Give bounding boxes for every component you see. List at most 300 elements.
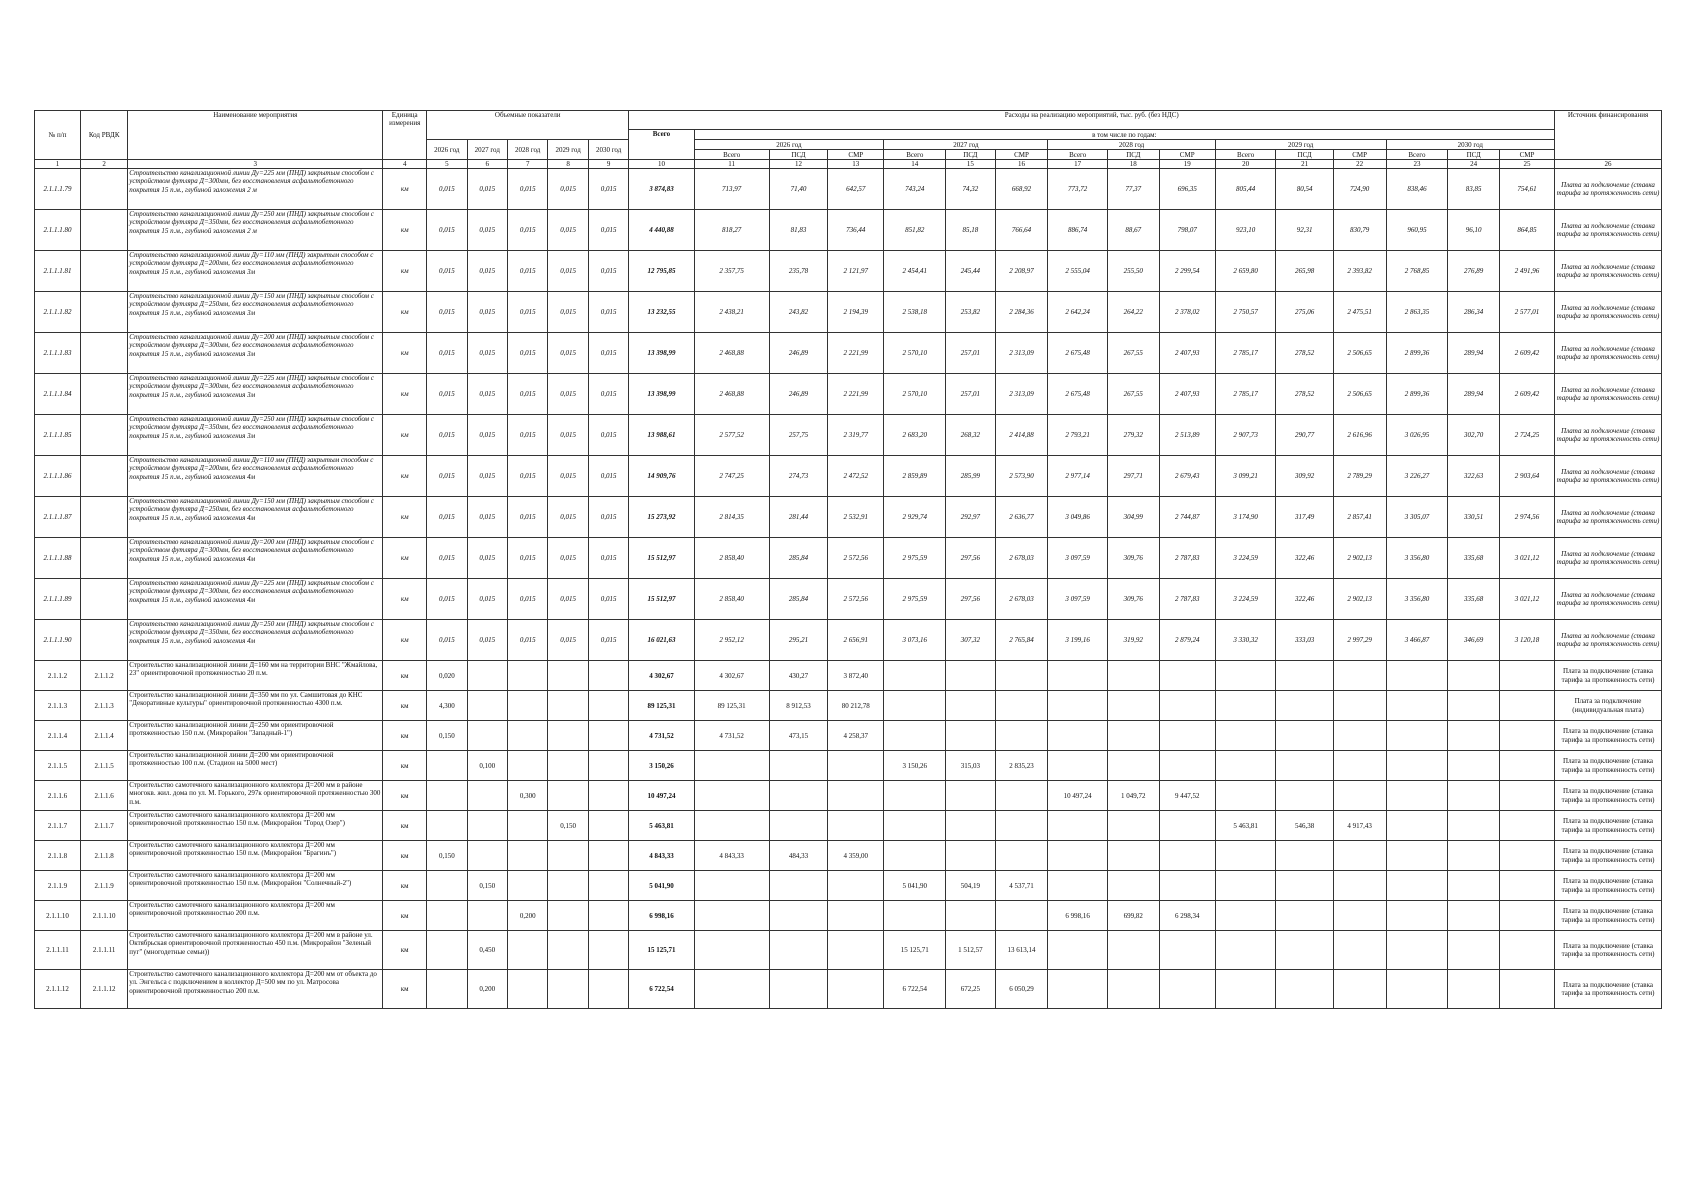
row-cost: 736,44 — [828, 210, 884, 251]
row-cost: 2 454,41 — [884, 251, 946, 292]
row-cost: 2 683,20 — [884, 415, 946, 456]
row-code — [81, 251, 128, 292]
row-cost: 668,92 — [995, 169, 1048, 210]
row-cost: 1 049,72 — [1107, 781, 1159, 811]
row-total: 3 150,26 — [629, 751, 694, 781]
row-cost: 864,85 — [1500, 210, 1555, 251]
header-cost-year: 2026 год — [694, 140, 884, 150]
row-source: Плата за подключение (ставка тарифа за протяженность сети) — [1555, 871, 1662, 901]
row-number: 2.1.1.1.85 — [35, 415, 81, 456]
row-number: 2.1.1.7 — [35, 811, 81, 841]
row-volume: 0,015 — [507, 251, 547, 292]
row-volume: 0,015 — [588, 415, 629, 456]
row-volume: 0,015 — [507, 374, 547, 415]
row-cost: 1 512,57 — [946, 931, 995, 970]
column-number: 5 — [427, 160, 467, 169]
row-cost: 3 099,21 — [1215, 456, 1276, 497]
row-volume: 0,015 — [507, 538, 547, 579]
row-volume — [507, 811, 547, 841]
row-source: Плата за подключение (ставка тарифа за протяженность сети) — [1555, 251, 1662, 292]
row-cost: 2 902,13 — [1333, 538, 1386, 579]
row-volume — [548, 970, 588, 1009]
row-cost: 85,18 — [946, 210, 995, 251]
row-source: Плата за подключение (ставка тарифа за протяженность сети) — [1555, 374, 1662, 415]
row-cost: 307,32 — [946, 620, 995, 661]
row-cost: 2 750,57 — [1215, 292, 1276, 333]
row-cost: 268,32 — [946, 415, 995, 456]
row-volume — [548, 931, 588, 970]
row-code — [81, 456, 128, 497]
row-volume — [467, 841, 507, 871]
row-cost: 473,15 — [769, 721, 827, 751]
row-cost: 3 150,26 — [884, 751, 946, 781]
row-cost — [884, 841, 946, 871]
column-number: 22 — [1333, 160, 1386, 169]
row-unit: км — [383, 456, 427, 497]
row-number: 2.1.1.4 — [35, 721, 81, 751]
row-source: Плата за подключение (ставка тарифа за протяженность сети) — [1555, 751, 1662, 781]
column-number: 11 — [694, 160, 769, 169]
row-volume: 0,015 — [548, 374, 588, 415]
row-volume: 0,015 — [507, 415, 547, 456]
row-source: Плата за подключение (ставка тарифа за протяженность сети) — [1555, 456, 1662, 497]
row-source: Плата за подключение (ставка тарифа за протяженность сети) — [1555, 620, 1662, 661]
row-volume: 0,015 — [548, 497, 588, 538]
row-cost — [946, 811, 995, 841]
row-volume: 0,020 — [427, 661, 467, 691]
row-code — [81, 333, 128, 374]
row-total: 13 398,99 — [629, 374, 694, 415]
table-row — [35, 901, 1662, 931]
column-number: 23 — [1386, 160, 1448, 169]
row-cost — [1159, 841, 1215, 871]
row-cost — [1215, 970, 1276, 1009]
row-cost — [1276, 931, 1333, 970]
row-cost: 2 438,21 — [694, 292, 769, 333]
row-cost: 2 678,03 — [995, 579, 1048, 620]
row-volume: 0,015 — [548, 620, 588, 661]
row-cost — [1159, 691, 1215, 721]
row-volume: 0,015 — [588, 497, 629, 538]
row-cost — [884, 721, 946, 751]
row-cost — [1386, 661, 1448, 691]
row-cost: 2 997,29 — [1333, 620, 1386, 661]
row-total: 16 021,63 — [629, 620, 694, 661]
row-cost: 2 857,41 — [1333, 497, 1386, 538]
row-cost: 2 899,36 — [1386, 333, 1448, 374]
row-cost: 713,97 — [694, 169, 769, 210]
row-cost — [946, 901, 995, 931]
row-cost: 2 863,35 — [1386, 292, 1448, 333]
row-name: Строительство канализационной линии Ду=200 мм (ПНД) закрытым способом с устройством футляра Д=300мм, без восстановления асфальтобетонного покрытия 15 п.м., глубиной заложения 4м — [128, 538, 383, 579]
row-volume — [467, 661, 507, 691]
row-cost: 3 305,07 — [1386, 497, 1448, 538]
row-cost — [1386, 781, 1448, 811]
row-cost: 285,84 — [769, 538, 827, 579]
header-volume: Объемные показатели — [427, 111, 629, 140]
row-cost — [995, 781, 1048, 811]
row-number: 2.1.1.11 — [35, 931, 81, 970]
row-cost — [1215, 751, 1276, 781]
row-volume: 0,015 — [467, 538, 507, 579]
row-cost: 2 977,14 — [1048, 456, 1108, 497]
row-cost: 2 785,17 — [1215, 333, 1276, 374]
row-volume: 0,150 — [467, 871, 507, 901]
row-volume: 0,200 — [467, 970, 507, 1009]
row-volume: 0,015 — [427, 620, 467, 661]
row-source: Плата за подключение (ставка тарифа за протяженность сети) — [1555, 333, 1662, 374]
row-cost: 2 814,35 — [694, 497, 769, 538]
row-total: 13 988,61 — [629, 415, 694, 456]
table-row — [35, 811, 1662, 841]
row-cost — [884, 811, 946, 841]
row-cost: 322,63 — [1448, 456, 1500, 497]
row-volume: 0,015 — [588, 292, 629, 333]
row-volume — [427, 751, 467, 781]
row-cost — [1048, 721, 1108, 751]
row-cost — [694, 931, 769, 970]
row-volume: 0,015 — [467, 251, 507, 292]
row-number: 2.1.1.12 — [35, 970, 81, 1009]
row-cost: 2 284,36 — [995, 292, 1048, 333]
row-cost: 2 907,73 — [1215, 415, 1276, 456]
row-cost: 2 636,77 — [995, 497, 1048, 538]
row-cost — [828, 901, 884, 931]
row-volume: 0,015 — [467, 456, 507, 497]
row-cost — [1386, 841, 1448, 871]
row-code: 2.1.1.8 — [81, 841, 128, 871]
row-cost: 2 675,48 — [1048, 374, 1108, 415]
row-volume — [427, 871, 467, 901]
row-total: 15 512,97 — [629, 538, 694, 579]
row-cost — [1107, 661, 1159, 691]
row-unit: км — [383, 169, 427, 210]
header-sub: ПСД — [1448, 150, 1500, 160]
row-cost: 773,72 — [1048, 169, 1108, 210]
table-row — [35, 871, 1662, 901]
row-cost — [1333, 931, 1386, 970]
row-volume — [507, 661, 547, 691]
row-volume: 0,015 — [467, 169, 507, 210]
row-cost: 960,95 — [1386, 210, 1448, 251]
row-cost — [1276, 721, 1333, 751]
row-cost: 297,71 — [1107, 456, 1159, 497]
row-cost — [1333, 781, 1386, 811]
row-volume: 0,015 — [588, 169, 629, 210]
row-cost: 6 722,54 — [884, 970, 946, 1009]
row-cost: 292,97 — [946, 497, 995, 538]
row-volume: 0,015 — [507, 292, 547, 333]
row-total: 6 722,54 — [629, 970, 694, 1009]
row-unit: км — [383, 781, 427, 811]
row-cost: 696,35 — [1159, 169, 1215, 210]
row-total: 13 398,99 — [629, 333, 694, 374]
row-code: 2.1.1.9 — [81, 871, 128, 901]
row-cost: 81,83 — [769, 210, 827, 251]
row-cost: 2 472,52 — [828, 456, 884, 497]
header-cost-year: 2029 год — [1215, 140, 1386, 150]
row-cost — [694, 781, 769, 811]
row-source: Плата за подключение (ставка тарифа за протяженность сети) — [1555, 292, 1662, 333]
row-unit: км — [383, 333, 427, 374]
row-cost: 2 538,18 — [884, 292, 946, 333]
row-code: 2.1.1.5 — [81, 751, 128, 781]
row-cost: 2 789,29 — [1333, 456, 1386, 497]
row-cost: 818,27 — [694, 210, 769, 251]
row-cost: 3 224,59 — [1215, 538, 1276, 579]
row-volume — [588, 871, 629, 901]
row-cost: 3 356,80 — [1386, 579, 1448, 620]
row-cost: 317,49 — [1276, 497, 1333, 538]
row-volume — [507, 931, 547, 970]
row-volume: 0,015 — [427, 538, 467, 579]
row-cost: 8 912,53 — [769, 691, 827, 721]
row-cost: 3 021,12 — [1500, 579, 1555, 620]
row-volume: 0,300 — [507, 781, 547, 811]
row-cost: 265,98 — [1276, 251, 1333, 292]
row-number: 2.1.1.1.87 — [35, 497, 81, 538]
row-cost — [995, 841, 1048, 871]
row-volume: 0,015 — [548, 456, 588, 497]
row-cost: 276,89 — [1448, 251, 1500, 292]
row-code — [81, 292, 128, 333]
row-source: Плата за подключение (ставка тарифа за протяженность сети) — [1555, 169, 1662, 210]
row-unit: км — [383, 210, 427, 251]
row-volume: 0,015 — [548, 251, 588, 292]
row-cost: 80 212,78 — [828, 691, 884, 721]
header-costs: Расходы на реализацию мероприятий, тыс. руб. (без НДС) — [629, 111, 1555, 130]
row-name: Строительство самотечного канализационного коллектора Д=200 мм от объекта до ул. Энгельса с подключением в коллектор Д=500 мм по ул. Матросова ориентировочной протяженностью 200 п.м. — [128, 970, 383, 1009]
row-cost: 309,76 — [1107, 579, 1159, 620]
row-cost: 83,85 — [1448, 169, 1500, 210]
row-cost — [1107, 871, 1159, 901]
row-cost — [1448, 721, 1500, 751]
row-code — [81, 415, 128, 456]
row-cost: 2 678,03 — [995, 538, 1048, 579]
row-unit: км — [383, 841, 427, 871]
row-unit: км — [383, 292, 427, 333]
row-cost — [946, 781, 995, 811]
row-cost: 92,31 — [1276, 210, 1333, 251]
row-cost — [1448, 871, 1500, 901]
row-volume — [588, 751, 629, 781]
row-cost — [828, 811, 884, 841]
row-cost — [1048, 970, 1108, 1009]
row-total: 89 125,31 — [629, 691, 694, 721]
header-unit: Единица измерения — [383, 111, 427, 160]
row-cost: 264,22 — [1107, 292, 1159, 333]
row-cost — [828, 970, 884, 1009]
row-cost: 253,82 — [946, 292, 995, 333]
row-volume: 0,150 — [427, 721, 467, 751]
column-number: 25 — [1500, 160, 1555, 169]
column-number: 2 — [81, 160, 128, 169]
row-cost: 2 902,13 — [1333, 579, 1386, 620]
row-volume — [507, 970, 547, 1009]
row-cost — [769, 970, 827, 1009]
row-source: Плата за подключение (ставка тарифа за протяженность сети) — [1555, 811, 1662, 841]
row-volume: 0,015 — [467, 579, 507, 620]
row-volume: 0,200 — [507, 901, 547, 931]
table-row — [35, 415, 1662, 456]
row-cost — [946, 721, 995, 751]
row-cost: 285,99 — [946, 456, 995, 497]
row-cost: 2 747,25 — [694, 456, 769, 497]
header-vol-year: 2030 год — [588, 140, 629, 160]
row-cost: 257,01 — [946, 333, 995, 374]
row-total: 4 731,52 — [629, 721, 694, 751]
row-cost: 2 357,75 — [694, 251, 769, 292]
row-volume — [548, 751, 588, 781]
row-cost: 2 858,40 — [694, 579, 769, 620]
row-cost: 743,24 — [884, 169, 946, 210]
row-cost — [1215, 721, 1276, 751]
row-cost: 297,56 — [946, 579, 995, 620]
row-cost: 2 378,02 — [1159, 292, 1215, 333]
row-cost — [1386, 811, 1448, 841]
row-cost — [1215, 871, 1276, 901]
row-total: 5 041,90 — [629, 871, 694, 901]
row-volume — [507, 751, 547, 781]
row-code: 2.1.1.2 — [81, 661, 128, 691]
row-cost: 309,76 — [1107, 538, 1159, 579]
row-total: 13 232,55 — [629, 292, 694, 333]
row-cost: 335,68 — [1448, 538, 1500, 579]
header-sub: Всего — [694, 150, 769, 160]
header-cost-year: 2028 год — [1048, 140, 1215, 150]
row-volume — [467, 811, 507, 841]
row-cost — [828, 931, 884, 970]
row-name: Строительство канализационной линии Д=200 мм ориентировочной протяженностью 100 п.м. (Стадион на 5000 мест) — [128, 751, 383, 781]
row-cost: 74,32 — [946, 169, 995, 210]
row-cost: 2 879,24 — [1159, 620, 1215, 661]
row-cost: 3 226,27 — [1386, 456, 1448, 497]
row-cost: 2 468,88 — [694, 374, 769, 415]
row-cost: 546,38 — [1276, 811, 1333, 841]
column-number: 20 — [1215, 160, 1276, 169]
row-cost: 2 506,65 — [1333, 333, 1386, 374]
row-cost: 2 313,09 — [995, 374, 1048, 415]
row-cost — [1333, 970, 1386, 1009]
column-number: 14 — [884, 160, 946, 169]
row-cost: 235,78 — [769, 251, 827, 292]
row-unit: км — [383, 579, 427, 620]
row-cost — [1500, 691, 1555, 721]
table-row — [35, 333, 1662, 374]
row-cost: 333,03 — [1276, 620, 1333, 661]
row-cost: 699,82 — [1107, 901, 1159, 931]
row-name: Строительство канализационной линии Ду=110 мм (ПНД) закрытым способом с устройством футляра Д=200мм, без восстановления асфальтобетонного покрытия 15 п.м., глубиной заложения 4м — [128, 456, 383, 497]
row-volume: 0,015 — [427, 374, 467, 415]
column-number: 1 — [35, 160, 81, 169]
row-cost: 2 572,56 — [828, 538, 884, 579]
row-cost — [1386, 691, 1448, 721]
row-total: 10 497,24 — [629, 781, 694, 811]
row-cost: 2 974,56 — [1500, 497, 1555, 538]
row-volume: 0,015 — [467, 333, 507, 374]
row-cost: 830,79 — [1333, 210, 1386, 251]
row-name: Строительство канализационной линии Ду=150 мм (ПНД) закрытым способом с устройством футляра Д=250мм, без восстановления асфальтобетонного покрытия 15 п.м., глубиной заложения 3м — [128, 292, 383, 333]
row-number: 2.1.1.1.86 — [35, 456, 81, 497]
row-name: Строительство самотечного канализационного коллектора Д=200 мм в районе ул. Октябрьская ориентировочной протяженностью 450 п.м. (Микрорайон "Зеленый пуг" (многодетные семьи)) — [128, 931, 383, 970]
row-volume — [548, 661, 588, 691]
row-cost: 838,46 — [1386, 169, 1448, 210]
row-cost — [1215, 931, 1276, 970]
row-cost: 89 125,31 — [694, 691, 769, 721]
row-volume: 0,015 — [467, 210, 507, 251]
row-cost: 2 952,12 — [694, 620, 769, 661]
row-unit: км — [383, 251, 427, 292]
row-cost — [1276, 841, 1333, 871]
table-row — [35, 751, 1662, 781]
row-cost — [1107, 751, 1159, 781]
row-cost — [694, 901, 769, 931]
row-cost: 267,55 — [1107, 333, 1159, 374]
row-cost: 2 221,99 — [828, 374, 884, 415]
row-number: 2.1.1.1.84 — [35, 374, 81, 415]
row-cost — [1448, 751, 1500, 781]
row-cost — [828, 781, 884, 811]
row-total: 6 998,16 — [629, 901, 694, 931]
row-code — [81, 374, 128, 415]
row-volume: 0,015 — [548, 210, 588, 251]
table-row — [35, 691, 1662, 721]
column-number: 19 — [1159, 160, 1215, 169]
row-cost: 672,25 — [946, 970, 995, 1009]
row-cost: 798,07 — [1159, 210, 1215, 251]
row-total: 15 125,71 — [629, 931, 694, 970]
row-cost: 2 407,93 — [1159, 333, 1215, 374]
row-cost: 851,82 — [884, 210, 946, 251]
row-cost: 278,52 — [1276, 333, 1333, 374]
row-cost: 2 532,91 — [828, 497, 884, 538]
row-volume: 0,015 — [427, 415, 467, 456]
row-volume: 0,015 — [427, 210, 467, 251]
row-cost: 245,44 — [946, 251, 995, 292]
row-volume — [588, 661, 629, 691]
row-cost: 2 609,42 — [1500, 374, 1555, 415]
row-cost: 2 506,65 — [1333, 374, 1386, 415]
row-volume — [427, 811, 467, 841]
column-number: 15 — [946, 160, 995, 169]
table-row — [35, 374, 1662, 415]
row-cost — [1159, 811, 1215, 841]
row-code: 2.1.1.10 — [81, 901, 128, 931]
row-cost — [769, 781, 827, 811]
row-cost: 309,92 — [1276, 456, 1333, 497]
row-cost: 330,51 — [1448, 497, 1500, 538]
row-cost — [1215, 901, 1276, 931]
row-volume — [467, 721, 507, 751]
header-sub: Всего — [1048, 150, 1108, 160]
header-sub: СМР — [828, 150, 884, 160]
row-total: 14 909,76 — [629, 456, 694, 497]
row-cost: 2 724,25 — [1500, 415, 1555, 456]
row-cost: 2 407,93 — [1159, 374, 1215, 415]
table-row — [35, 970, 1662, 1009]
row-number: 2.1.1.2 — [35, 661, 81, 691]
row-volume: 0,015 — [588, 251, 629, 292]
column-number: 9 — [588, 160, 629, 169]
row-volume: 0,015 — [548, 292, 588, 333]
header-cost-year: 2030 год — [1386, 140, 1555, 150]
row-cost: 255,50 — [1107, 251, 1159, 292]
row-number: 2.1.1.6 — [35, 781, 81, 811]
row-code — [81, 579, 128, 620]
row-cost: 80,54 — [1276, 169, 1333, 210]
row-cost: 9 447,52 — [1159, 781, 1215, 811]
row-cost — [1159, 970, 1215, 1009]
